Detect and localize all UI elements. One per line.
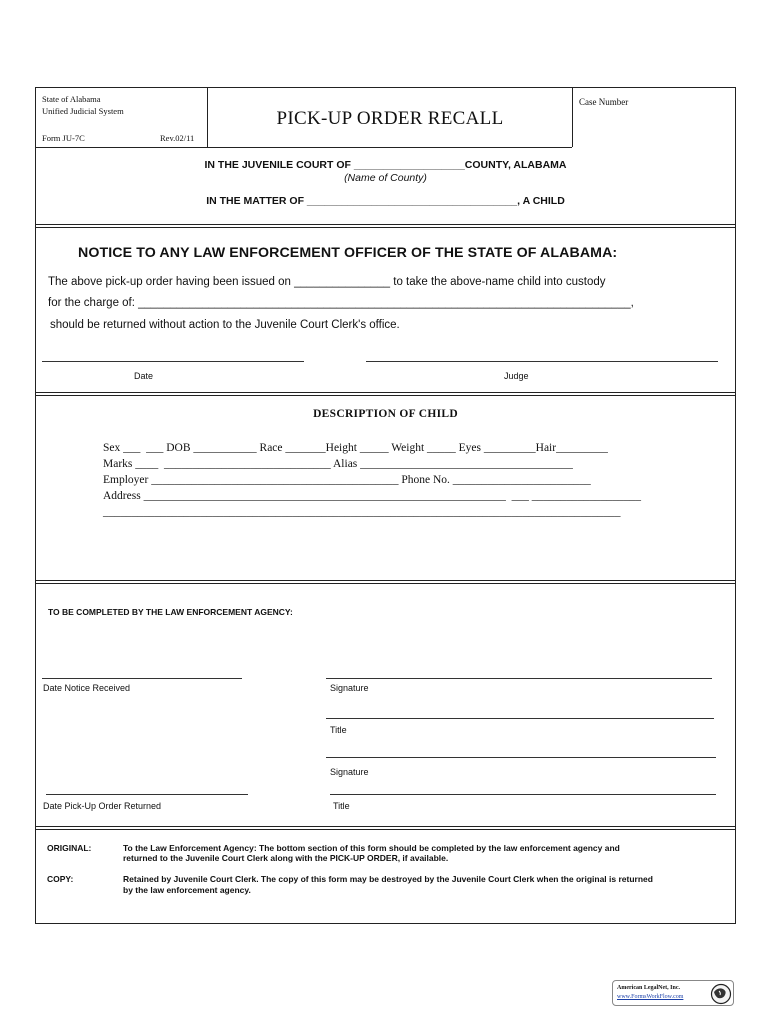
state-label: State of Alabama (42, 94, 101, 104)
notice-line-2[interactable]: for the charge of: _____________________________________________________________________________, (48, 297, 634, 309)
pickup-order-recall-form (35, 87, 736, 924)
copy-text-2: by the law enforcement agency. (123, 885, 251, 895)
description-row-employer-phone[interactable]: Employer ___________________________________________ Phone No. ________________________ (103, 474, 591, 486)
date-notice-line[interactable] (42, 678, 242, 679)
description-divider (36, 580, 735, 581)
signature-2-label: Signature (330, 767, 369, 777)
header-left-box (36, 88, 208, 147)
revision-label: Rev.02/11 (160, 133, 195, 143)
signature-1-line[interactable] (326, 678, 712, 679)
form-number: Form JU-7C (42, 133, 85, 143)
description-title: DESCRIPTION OF CHILD (313, 408, 458, 420)
legalnet-url[interactable]: www.FormsWorkFlow.com (617, 994, 684, 1000)
date-pickup-line[interactable] (46, 794, 248, 795)
original-text-1: To the Law Enforcement Agency: The bottom section of this form should be completed by the law enforcement agency and (123, 843, 620, 853)
date-signature-line[interactable] (42, 361, 304, 362)
case-number-box[interactable] (572, 88, 737, 147)
judge-label: Judge (504, 371, 529, 381)
original-label: ORIGINAL: (47, 843, 92, 853)
signature-1-label: Signature (330, 683, 369, 693)
agency-divider (36, 826, 735, 827)
header-divider-left (36, 147, 572, 148)
system-label: Unified Judicial System (42, 106, 124, 116)
original-text-2: returned to the Juvenile Court Clerk along with the PICK-UP ORDER, if available. (123, 853, 449, 863)
title-1-line[interactable] (326, 718, 714, 719)
court-divider (36, 224, 735, 225)
description-divider-double (36, 583, 735, 584)
description-row-sex-dob[interactable]: Sex ___ ___ DOB ___________ Race _______Height _____ Weight _____ Eyes _________Hair_________ (103, 442, 608, 454)
copy-label: COPY: (47, 874, 74, 884)
judge-signature-line[interactable] (366, 361, 718, 362)
description-row-marks-alias[interactable]: Marks ____ _____________________________ Alias _____________________________________ (103, 458, 573, 470)
matter-line[interactable]: IN THE MATTER OF ____________________________________, A CHILD (206, 195, 565, 207)
title-1-label: Title (330, 725, 347, 735)
county-hint: (Name of County) (344, 172, 427, 184)
legalnet-globe-icon (710, 983, 732, 1005)
description-row-address[interactable]: Address _______________________________________________________________ ___ ___________________ (103, 490, 641, 502)
notice-divider (36, 392, 735, 393)
title-2-line[interactable] (330, 794, 716, 795)
form-title: PICK-UP ORDER RECALL (276, 108, 504, 129)
notice-title: NOTICE TO ANY LAW ENFORCEMENT OFFICER OF THE STATE OF ALABAMA: (78, 245, 618, 261)
copy-text-1: Retained by Juvenile Court Clerk. The copy of this form may be destroyed by the Juvenile Court Clerk when the original is returned (123, 874, 653, 884)
date-pickup-label: Date Pick-Up Order Returned (43, 801, 162, 811)
date-notice-label: Date Notice Received (43, 683, 131, 693)
description-row-extra[interactable]: __________________________________________________________________________________________ (103, 506, 621, 518)
case-number-label: Case Number (579, 97, 629, 107)
date-label: Date (134, 371, 154, 381)
notice-line-3: should be returned without action to the Juvenile Court Clerk's office. (50, 319, 400, 331)
signature-2-line[interactable] (326, 757, 716, 758)
title-2-label: Title (333, 801, 350, 811)
legalnet-company: American LegalNet, Inc. (617, 985, 680, 991)
agency-divider-double (36, 829, 735, 830)
agency-title: TO BE COMPLETED BY THE LAW ENFORCEMENT AGENCY: (48, 607, 293, 617)
notice-divider-double (36, 395, 735, 396)
juvenile-court-line[interactable]: IN THE JUVENILE COURT OF ___________________COUNTY, ALABAMA (204, 159, 567, 171)
legalnet-badge[interactable] (612, 980, 734, 1006)
court-divider-double (36, 227, 735, 228)
notice-line-1[interactable]: The above pick-up order having been issued on _______________ to take the above-name child into custody (48, 276, 606, 288)
